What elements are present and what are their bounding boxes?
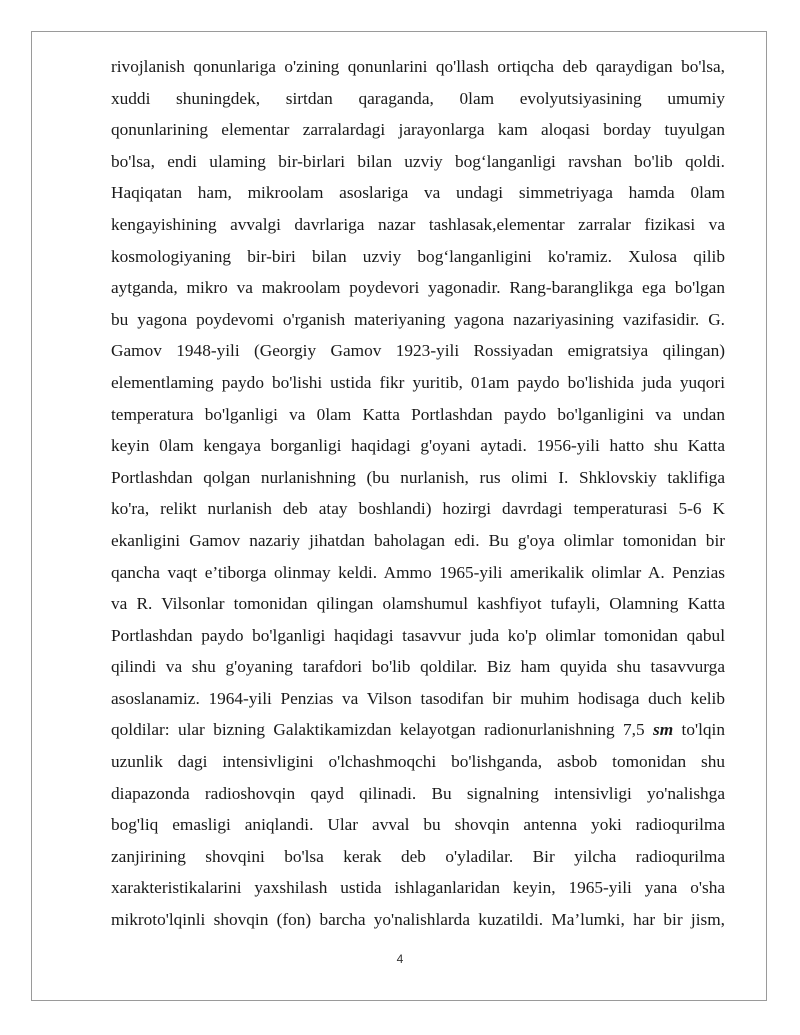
text-line: Portlashdan qolgan nurlanishning (bu nurlanish, rus olimi I. Shklovskiy taklifiga	[111, 467, 725, 487]
text-line: rivojlanish qonunlariga o'zining qonunlarini qo'llash ortiqcha deb qaraydigan bo'lsa,	[111, 57, 725, 76]
text-line: va R. Vilsonlar tomonidan qilingan olamshumul kashfiyot tufayli, Olamning Katta	[111, 594, 725, 614]
text-line: kosmologiyaning bir-biri bilan uzviy bog‘langanligini ko'ramiz. Xulosa qilib	[111, 246, 725, 266]
text-line: uzunlik dagi intensivligini o'lchashmoqchi bo'lishganda, asbob tomonidan shu	[111, 752, 725, 772]
body-text	[111, 51, 725, 936]
text-line: Portlashdan paydo bo'lganligi haqidagi tasavvur juda ko'p olimlar tomonidan qabul	[111, 625, 725, 645]
text-line: Gamov 1948-yili (Georgiy Gamov 1923-yili Rossiyadan emigratsiya qilingan)	[111, 341, 725, 361]
text-line: mikroto'lqinli shovqin (fon) barcha yo'nalishlarda kuzatildi. Ma’lumki, har bir jism,	[111, 910, 725, 930]
text-line: diapazonda radioshovqin qayd qilinadi. Bu signalning intensivligi yo'nalishga	[111, 783, 725, 803]
text-line: qancha vaqt e’tiborga olinmay keldi. Ammo 1965-yili amerikalik olimlar A. Penzias	[111, 562, 725, 582]
text-line: xarakteristikalarini yaxshilash ustida ishlaganlaridan keyin, 1965-yili yana o'sha	[111, 878, 725, 898]
text-line: bo'lsa, endi ulaming bir-birlari bilan uzviy bog‘langanligi ravshan bo'lib qoldi.	[111, 151, 725, 171]
text-line: xuddi shuningdek, sirtdan qaraganda, 0lam evolyutsiyasining umumiy	[111, 88, 725, 108]
text-run: to'lqin	[673, 720, 725, 740]
text-line	[111, 714, 725, 746]
text-line: elementlaming paydo bo'lishi ustida fikr yuritib, 01am paydo bo'lishida juda yuqori	[111, 372, 725, 392]
text-line: aytganda, mikro va makroolam poydevori yagonadir. Rang-baranglikga ega bo'lgan	[111, 278, 725, 298]
text-line: Haqiqatan ham, mikroolam asoslariga va undagi simmetriyaga hamda 0lam	[111, 183, 725, 203]
text-line: ekanligini Gamov nazariy jihatdan baholagan edi. Bu g'oya olimlar tomonidan bir	[111, 530, 725, 550]
text-line: asoslanamiz. 1964-yili Penzias va Vilson tasodifan bir muhim hodisaga duch kelib	[111, 688, 725, 708]
text-line: kengayishining avvalgi davrlariga nazar tashlasak,elementar zarralar fizikasi va	[111, 214, 725, 234]
text-line: qonunlarining elementar zarralardagi jarayonlarga kam aloqasi borday tuyulgan	[111, 120, 725, 140]
text-line: keyin 0lam kengaya borganligi haqidagi g'oyani aytadi. 1956-yili hatto shu Katta	[111, 436, 725, 456]
unit-emphasis: sm	[652, 720, 674, 740]
text-line: qilindi va shu g'oyaning tarafdori bo'lib qoldilar. Biz ham quyida shu tasavvurga	[111, 657, 725, 677]
text-line: bu yagona poydevomi o'rganish materiyaning yagona nazariyasining vazifasidir. G.	[111, 309, 725, 329]
text-line: bog'liq emasligi aniqlandi. Ular avval bu shovqin antenna yoki radioqurilma	[111, 815, 725, 835]
page-number: 4	[396, 952, 404, 966]
text-line: temperatura bo'lganligi va 0lam Katta Portlashdan paydo bo'lganligini va undan	[111, 404, 725, 424]
text-run: qoldilar: ular bizning Galaktikamizdan kelayotgan radionurlanishning 7,5	[111, 720, 653, 740]
text-line: ko'ra, relikt nurlanish deb atay boshlandi) hozirgi davrdagi temperaturasi 5-6 K	[111, 499, 725, 519]
text-line: zanjirining shovqini bo'lsa kerak deb o'yladilar. Bir yilcha radioqurilma	[111, 846, 725, 866]
